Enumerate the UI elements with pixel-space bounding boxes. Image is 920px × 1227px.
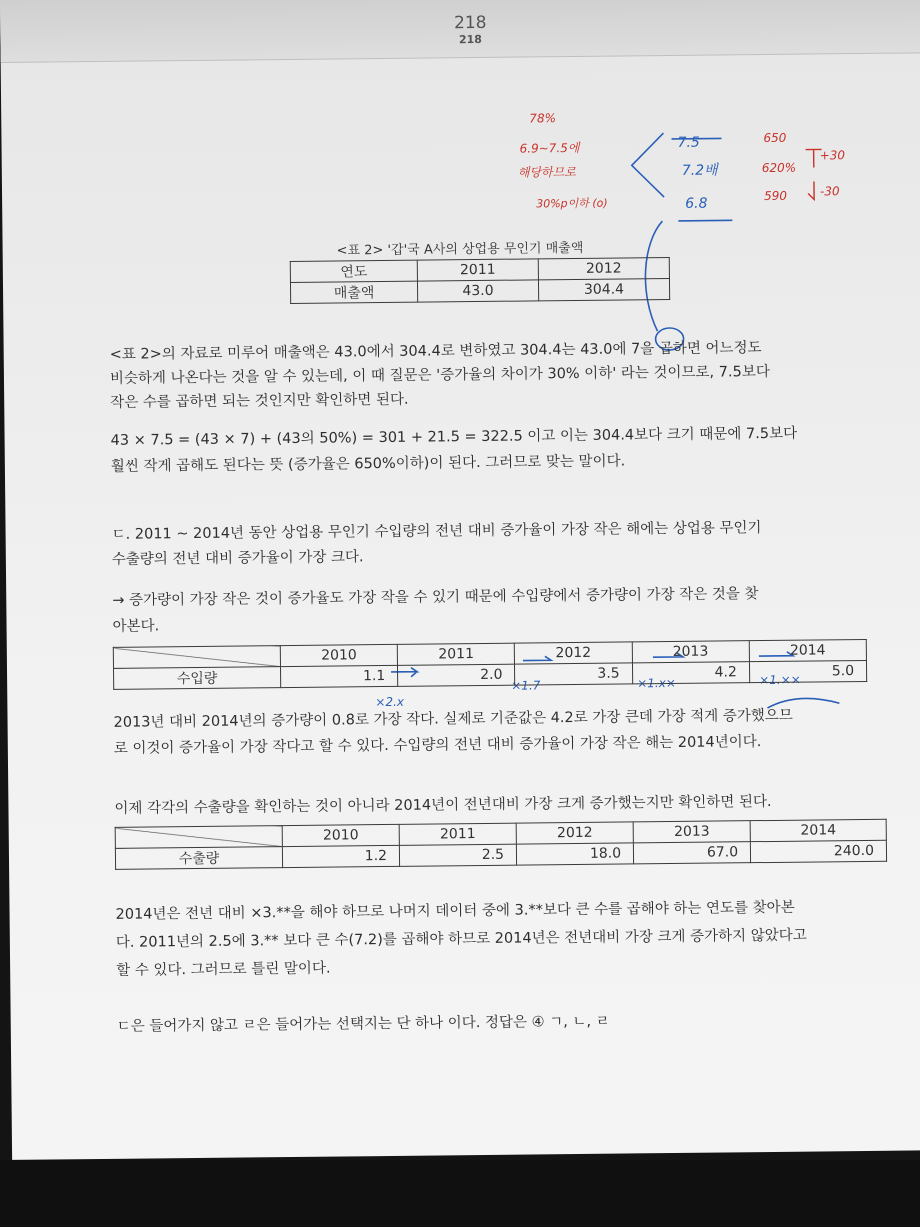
import-year: 2014 bbox=[749, 639, 866, 661]
paragraph-line: <표 2>의 자료로 미루어 매출액은 43.0에서 304.4로 변하였고 304.4는 43.0에 7을 곱하면 어느정도 bbox=[109, 340, 762, 363]
note-table-1: ×2.x bbox=[375, 694, 405, 710]
page-number-small: 218 bbox=[458, 32, 482, 47]
import-value: 1.1 bbox=[280, 665, 397, 687]
note-red-right-2: 620% bbox=[761, 160, 797, 176]
page-number: 218 bbox=[453, 12, 487, 34]
paragraph-line: 43 × 7.5 = (43 × 7) + (43의 50%) = 301 + 21.5 = 322.5 이고 이는 304.4보다 크기 때문에 7.5보다 bbox=[110, 425, 798, 449]
paragraph-line: ㄷ은 들어가지 않고 ㄹ은 들어가는 선택지는 단 하나 이다. 정답은 ④ ㄱ, ㄴ, ㄹ bbox=[116, 1013, 610, 1035]
table2-header-label: 연도 bbox=[290, 260, 417, 282]
import-value: 3.5 bbox=[515, 663, 632, 685]
table2-year-2011: 2011 bbox=[417, 259, 538, 281]
export-table-diagonal-cell bbox=[115, 826, 282, 849]
export-year: 2012 bbox=[516, 822, 633, 844]
import-value: 5.0 bbox=[749, 660, 866, 682]
note-red-right-5: -30 bbox=[819, 184, 840, 199]
table2-value-2011: 43.0 bbox=[417, 280, 538, 302]
export-value: 18.0 bbox=[516, 843, 633, 865]
table2-year-2012: 2012 bbox=[538, 258, 669, 280]
export-row-label: 수출량 bbox=[115, 847, 282, 870]
import-value: 4.2 bbox=[632, 662, 749, 684]
export-table bbox=[115, 819, 887, 870]
export-value: 1.2 bbox=[282, 845, 399, 867]
note-red-right-4: +30 bbox=[819, 148, 846, 163]
import-table bbox=[113, 639, 867, 693]
paragraph-line: 비슷하게 나온다는 것을 알 수 있는데, 이 때 질문은 '증가율의 차이가 30% 이하' 라는 것이므로, 7.5보다 bbox=[109, 363, 770, 387]
import-table-diagonal-cell bbox=[113, 646, 280, 669]
paragraph-line: 2014년은 전년 대비 ×3.**을 해야 하므로 나머지 데이터 중에 3.**보다 큰 수를 곱해야 하는 연도를 찾아본 bbox=[115, 899, 795, 923]
note-table-4: ×1.×× bbox=[759, 672, 801, 688]
import-year: 2011 bbox=[397, 643, 514, 665]
import-year: 2010 bbox=[280, 644, 397, 666]
note-red-right-3: 590 bbox=[764, 188, 788, 204]
paragraph-line: 다. 2011년의 2.5에 3.** 보다 큰 수(7.2)를 곱해야 하므로 2014년은 전년대비 가장 크게 증가하지 않았다고 bbox=[115, 927, 807, 951]
note-blue-2: 7.2배 bbox=[681, 162, 718, 179]
note-table-3: ×1.x× bbox=[637, 675, 676, 691]
import-value: 2.0 bbox=[398, 664, 515, 686]
table2-row-label: 매출액 bbox=[290, 281, 417, 303]
note-red-left-2: 6.9~7.5에 bbox=[519, 140, 580, 156]
table2-value-2012: 304.4 bbox=[538, 279, 669, 301]
note-red-left-3: 해당하므로 bbox=[517, 164, 576, 180]
paragraph-line: 2013년 대비 2014년의 증가량이 0.8로 가장 작다. 실제로 기준값은 4.2로 가장 큰데 가장 적게 증가했으므 bbox=[113, 707, 793, 731]
note-blue-3: 6.8 bbox=[685, 195, 708, 212]
export-year: 2014 bbox=[750, 819, 886, 841]
note-red-left-1: 78% bbox=[529, 111, 557, 126]
paragraph-line: 작은 수를 곱하면 되는 것인지만 확인하면 된다. bbox=[110, 391, 409, 411]
note-blue-1: 7.5 bbox=[677, 134, 700, 151]
paragraph-line: 아본다. bbox=[112, 618, 160, 635]
paragraph-line: 로 이것이 증가율이 가장 작다고 할 수 있다. 수입량의 전년 대비 증가율이 가장 작은 해는 2014년이다. bbox=[113, 734, 762, 757]
paragraph-line: 할 수 있다. 그러므로 틀린 말이다. bbox=[116, 960, 331, 979]
table2-caption: <표 2> '갑'국 A사의 상업용 무인기 매출액 bbox=[336, 240, 584, 259]
paragraph-line: 수출량의 전년 대비 증가율이 가장 크다. bbox=[111, 549, 364, 568]
note-table-2: ×1.7 bbox=[511, 678, 541, 693]
note-red-left-4: 30%p이하 (o) bbox=[536, 196, 608, 211]
import-row-label: 수입량 bbox=[114, 667, 281, 690]
export-value: 2.5 bbox=[399, 844, 516, 866]
note-red-right-1: 650 bbox=[763, 130, 787, 146]
table2-sales bbox=[290, 257, 670, 304]
export-year: 2013 bbox=[633, 821, 750, 843]
import-year: 2012 bbox=[515, 642, 632, 664]
export-year: 2011 bbox=[399, 823, 516, 845]
export-year: 2010 bbox=[282, 824, 399, 846]
paragraph-line: 훨씬 작게 곱해도 된다는 뜻 (증가율은 650%이하)이 된다. 그러므로 맞는 말이다. bbox=[110, 453, 626, 475]
import-year: 2013 bbox=[632, 641, 749, 663]
device-bezel bbox=[0, 1160, 920, 1227]
paragraph-line: ㄷ. 2011 ~ 2014년 동안 상업용 무인기 수입량의 전년 대비 증가율이 가장 작은 해에는 상업용 무인기 bbox=[111, 520, 762, 543]
export-value: 240.0 bbox=[750, 840, 886, 862]
paragraph-line: → 증가량이 가장 작은 것이 증가율도 가장 작을 수 있기 때문에 수입량에서 증가량이 가장 작은 것을 찾 bbox=[112, 586, 759, 609]
export-value: 67.0 bbox=[633, 842, 750, 864]
paragraph-line: 이제 각각의 수출량을 확인하는 것이 아니라 2014년이 전년대비 가장 크게 증가했는지만 확인하면 된다. bbox=[114, 793, 772, 817]
